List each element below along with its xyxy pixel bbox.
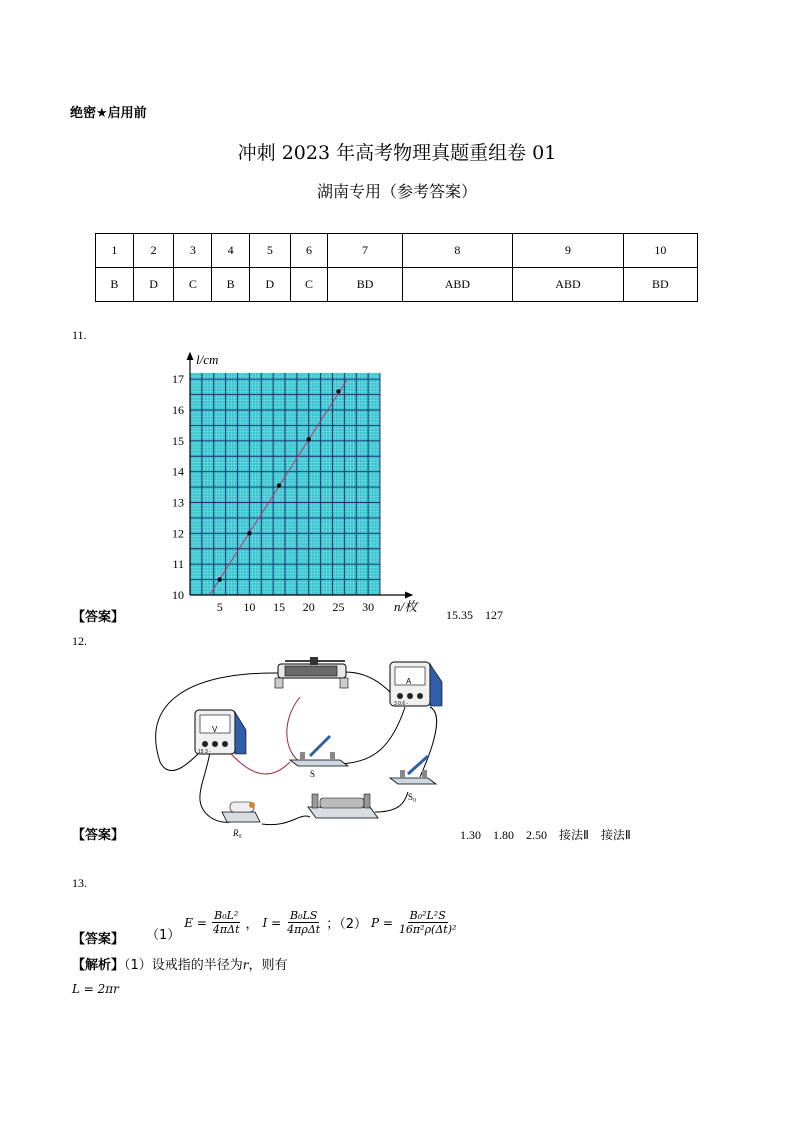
qnum-cell: 5: [250, 234, 291, 268]
q13-answer-label: 【答案】: [72, 932, 125, 947]
voltmeter-terminals: 15 3 -: [198, 749, 211, 755]
qnum-cell: 9: [513, 234, 624, 268]
question-11-number: 11.: [72, 328, 87, 342]
answer-table: [95, 233, 698, 302]
wire: [262, 816, 310, 825]
x-tick-label: 30: [362, 600, 375, 614]
y-tick-label: 15: [172, 433, 184, 448]
wire: [340, 707, 405, 764]
q13-analysis: [72, 954, 288, 973]
p-lhs: P =: [370, 915, 393, 930]
i-denominator: 4πρΔt: [287, 923, 321, 936]
q11-graph: [150, 345, 440, 620]
question-13-number: 13.: [72, 876, 87, 890]
confidential-mark: 绝密★启用前: [70, 106, 147, 121]
i-formula: [285, 909, 322, 936]
analysis-var: r: [242, 958, 249, 972]
x-tick-labels: [217, 600, 374, 614]
q12-answer-values: 1.30 1.80 2.50 接法Ⅱ 接法Ⅱ: [460, 828, 631, 842]
resistor-r0-label: R₀: [233, 828, 242, 838]
answer-cell: C: [290, 268, 328, 302]
qnum-cell: 4: [212, 234, 250, 268]
resistor-r0: [222, 802, 260, 838]
switch-s0-label: S₀: [408, 792, 417, 802]
y-axis-label: l/cm: [196, 352, 219, 367]
p-formula: [397, 909, 458, 936]
e-lhs: E =: [184, 915, 207, 930]
y-tick-label: 14: [172, 464, 184, 479]
answer-cell: D: [250, 268, 291, 302]
formula-circumference: L = 2πr: [72, 982, 119, 996]
answer-cell: ABD: [402, 268, 513, 302]
y-tick-label: 17: [172, 372, 184, 387]
answer-cell: ABD: [513, 268, 624, 302]
qnum-cell: 2: [133, 234, 174, 268]
data-point: [217, 577, 221, 581]
e-numerator: B₀L²: [214, 909, 239, 922]
q11-answer-values: 15.35 127: [446, 608, 503, 622]
y-tick-label: 10: [172, 588, 184, 602]
wire-red: [287, 697, 300, 762]
q13-answer-formulas: [146, 902, 458, 943]
part-1-marker: （1）: [146, 928, 181, 943]
part-2-marker: ；（2）: [326, 917, 367, 932]
wire: [420, 707, 437, 777]
answer-cell: B: [212, 268, 250, 302]
answer-table-answers: [96, 268, 698, 302]
data-point: [247, 531, 251, 535]
voltmeter: [195, 710, 246, 755]
answer-cell: BD: [328, 268, 402, 302]
analysis-label: 【解析】: [72, 958, 125, 973]
data-point: [307, 437, 311, 441]
x-tick-label: 20: [302, 600, 315, 614]
i-numerator: B₀LS: [290, 909, 318, 922]
q12-circuit-diagram: [150, 652, 450, 842]
battery-holder: [308, 794, 378, 818]
question-12-number: 12.: [72, 634, 87, 648]
x-axis-label: n/枚: [394, 599, 418, 614]
switch-s: [290, 736, 348, 779]
qnum-cell: 3: [174, 234, 212, 268]
ammeter-label: A: [406, 677, 412, 686]
e-denominator: 4πΔt: [212, 923, 240, 936]
x-tick-label: 25: [332, 600, 345, 614]
data-point: [277, 483, 281, 487]
p-numerator: B₀²L²S: [409, 909, 446, 922]
e-formula: [211, 909, 242, 936]
answer-cell: B: [96, 268, 134, 302]
y-tick-label: 16: [172, 403, 184, 417]
answer-cell: BD: [623, 268, 697, 302]
switch-s-label: S: [310, 769, 316, 779]
voltmeter-label: V: [212, 725, 218, 734]
switch-s0: [390, 756, 436, 802]
y-tick-label: 13: [172, 495, 184, 510]
wire: [375, 792, 408, 812]
i-lhs: I =: [262, 915, 282, 930]
rheostat: [275, 657, 348, 688]
qnum-cell: 6: [290, 234, 328, 268]
answer-cell: D: [133, 268, 174, 302]
analysis-text: （1）设戒指的半径为: [124, 958, 243, 973]
q12-answer-label: 【答案】: [72, 828, 125, 843]
y-tick-label: 12: [172, 526, 184, 541]
p-denominator: 16π²ρ(Δt)²: [398, 923, 457, 936]
y-tick-labels: [172, 372, 184, 602]
q11-answer-label: 【答案】: [72, 610, 125, 625]
y-tick-label: 11: [172, 557, 184, 572]
wire: [345, 672, 390, 692]
answer-cell: C: [174, 268, 212, 302]
page-title: 冲刺 2023 年高考物理真题重组卷 01: [237, 142, 557, 164]
data-point: [336, 389, 340, 393]
qnum-cell: 8: [402, 234, 513, 268]
x-tick-label: 15: [273, 600, 286, 614]
qnum-cell: 1: [96, 234, 134, 268]
ammeter: [390, 662, 442, 707]
qnum-cell: 7: [328, 234, 402, 268]
x-tick-label: 5: [216, 600, 223, 614]
x-tick-label: 10: [243, 600, 256, 614]
page-subtitle: 湖南专用（参考答案）: [316, 182, 477, 201]
qnum-cell: 10: [623, 234, 697, 268]
formula-comma: ，: [245, 917, 259, 932]
ammeter-terminals: 3 0.6 -: [394, 701, 409, 707]
analysis-end: ，则有: [248, 958, 288, 973]
answer-table-numbers: [96, 234, 698, 268]
